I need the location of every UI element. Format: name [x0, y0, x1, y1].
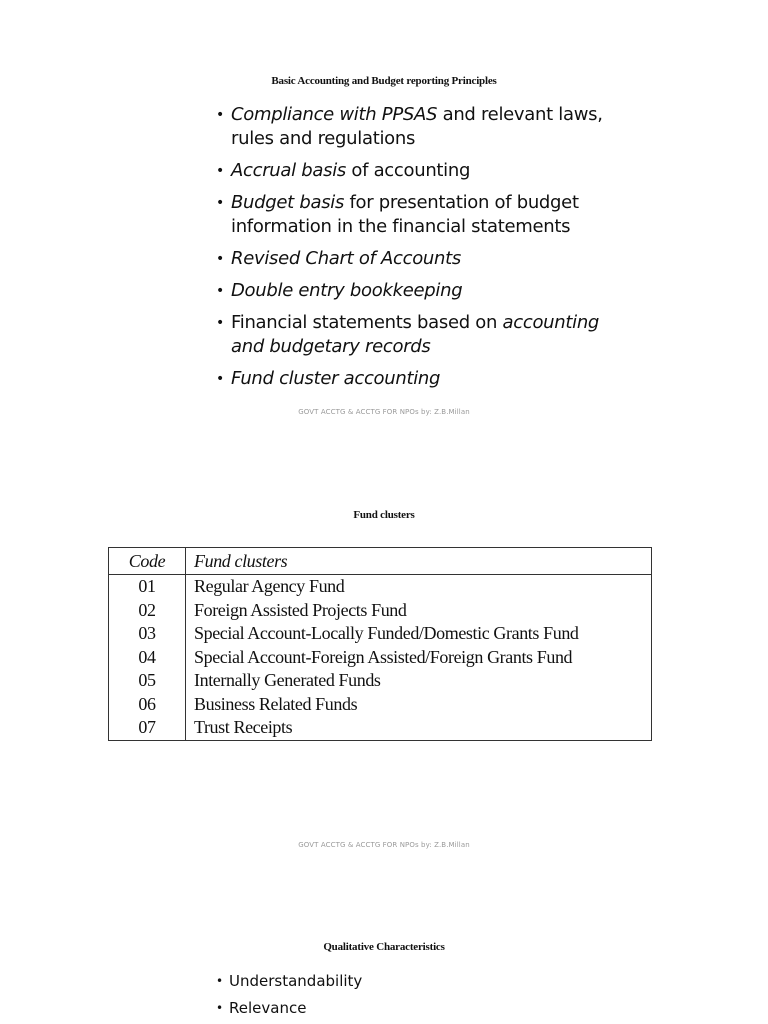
code-cell: 05	[109, 669, 186, 693]
qualitative-item: • Understandability	[229, 968, 362, 995]
principle-item: • Financial statements based on accounting and budgetary records	[216, 312, 600, 357]
qualitative-list	[216, 968, 363, 1022]
bullet-icon: •	[216, 195, 224, 211]
fund-cluster-cell: Foreign Assisted Projects Fund	[194, 599, 407, 620]
slide-footer: GOVT ACCTG & ACCTG FOR NPOs by: Z.B.Millan	[298, 841, 470, 849]
fund-cluster-cell: Business Related Funds	[194, 693, 358, 714]
table-row	[109, 716, 652, 740]
slide-footer: GOVT ACCTG & ACCTG FOR NPOs by: Z.B.Millan	[298, 408, 470, 416]
fund-cluster-cell: Regular Agency Fund	[194, 576, 345, 596]
principles-title: Basic Accounting and Budget reporting Principles	[271, 75, 497, 87]
bullet-icon: •	[216, 163, 224, 179]
table-row	[109, 693, 652, 717]
table-row	[109, 622, 652, 646]
bullet-icon: •	[216, 315, 224, 331]
bullet-icon: •	[216, 371, 224, 387]
fund-cluster-cell: Trust Receipts	[194, 717, 293, 737]
table-row	[109, 669, 652, 693]
code-cell: 07	[109, 716, 186, 740]
table-header-row	[109, 548, 652, 575]
qualitative-item: • Relevance	[229, 995, 362, 1022]
code-cell: 03	[109, 622, 186, 646]
fund-clusters-table	[108, 547, 652, 741]
column-header-code: Code	[109, 548, 186, 575]
fund-cluster-cell: Special Account-Locally Funded/Domestic Grants Fund	[194, 623, 579, 643]
bullet-icon: •	[216, 283, 224, 299]
column-header-fund-clusters: Fund clusters	[186, 548, 652, 575]
fund-clusters-title: Fund clusters	[353, 509, 415, 521]
bullet-icon: •	[216, 1001, 224, 1015]
code-cell: 01	[109, 575, 186, 599]
principle-item: • Double entry bookkeeping	[216, 280, 463, 301]
bullet-icon: •	[216, 251, 224, 267]
table-row	[109, 599, 652, 623]
table-row	[109, 575, 652, 599]
code-cell: 04	[109, 646, 186, 670]
principles-list	[216, 103, 631, 399]
code-cell: 02	[109, 599, 186, 623]
fund-cluster-cell: Internally Generated Funds	[194, 670, 381, 690]
principle-item: • Fund cluster accounting	[216, 368, 441, 389]
bullet-icon: •	[216, 974, 224, 988]
table-row	[109, 646, 652, 670]
principle-item: • Revised Chart of Accounts	[216, 248, 461, 269]
principle-item: • Compliance with PPSAS and relevant laws, rules and regulations	[216, 104, 603, 149]
bullet-icon: •	[216, 107, 224, 123]
qualitative-characteristics-title: Qualitative Characteristics	[323, 941, 445, 953]
principle-item: • Budget basis for presentation of budget information in the financial statements	[216, 192, 579, 237]
principle-item: • Accrual basis of accounting	[216, 160, 471, 181]
code-cell: 06	[109, 693, 186, 717]
fund-cluster-cell: Special Account-Foreign Assisted/Foreign Grants Fund	[194, 646, 573, 667]
